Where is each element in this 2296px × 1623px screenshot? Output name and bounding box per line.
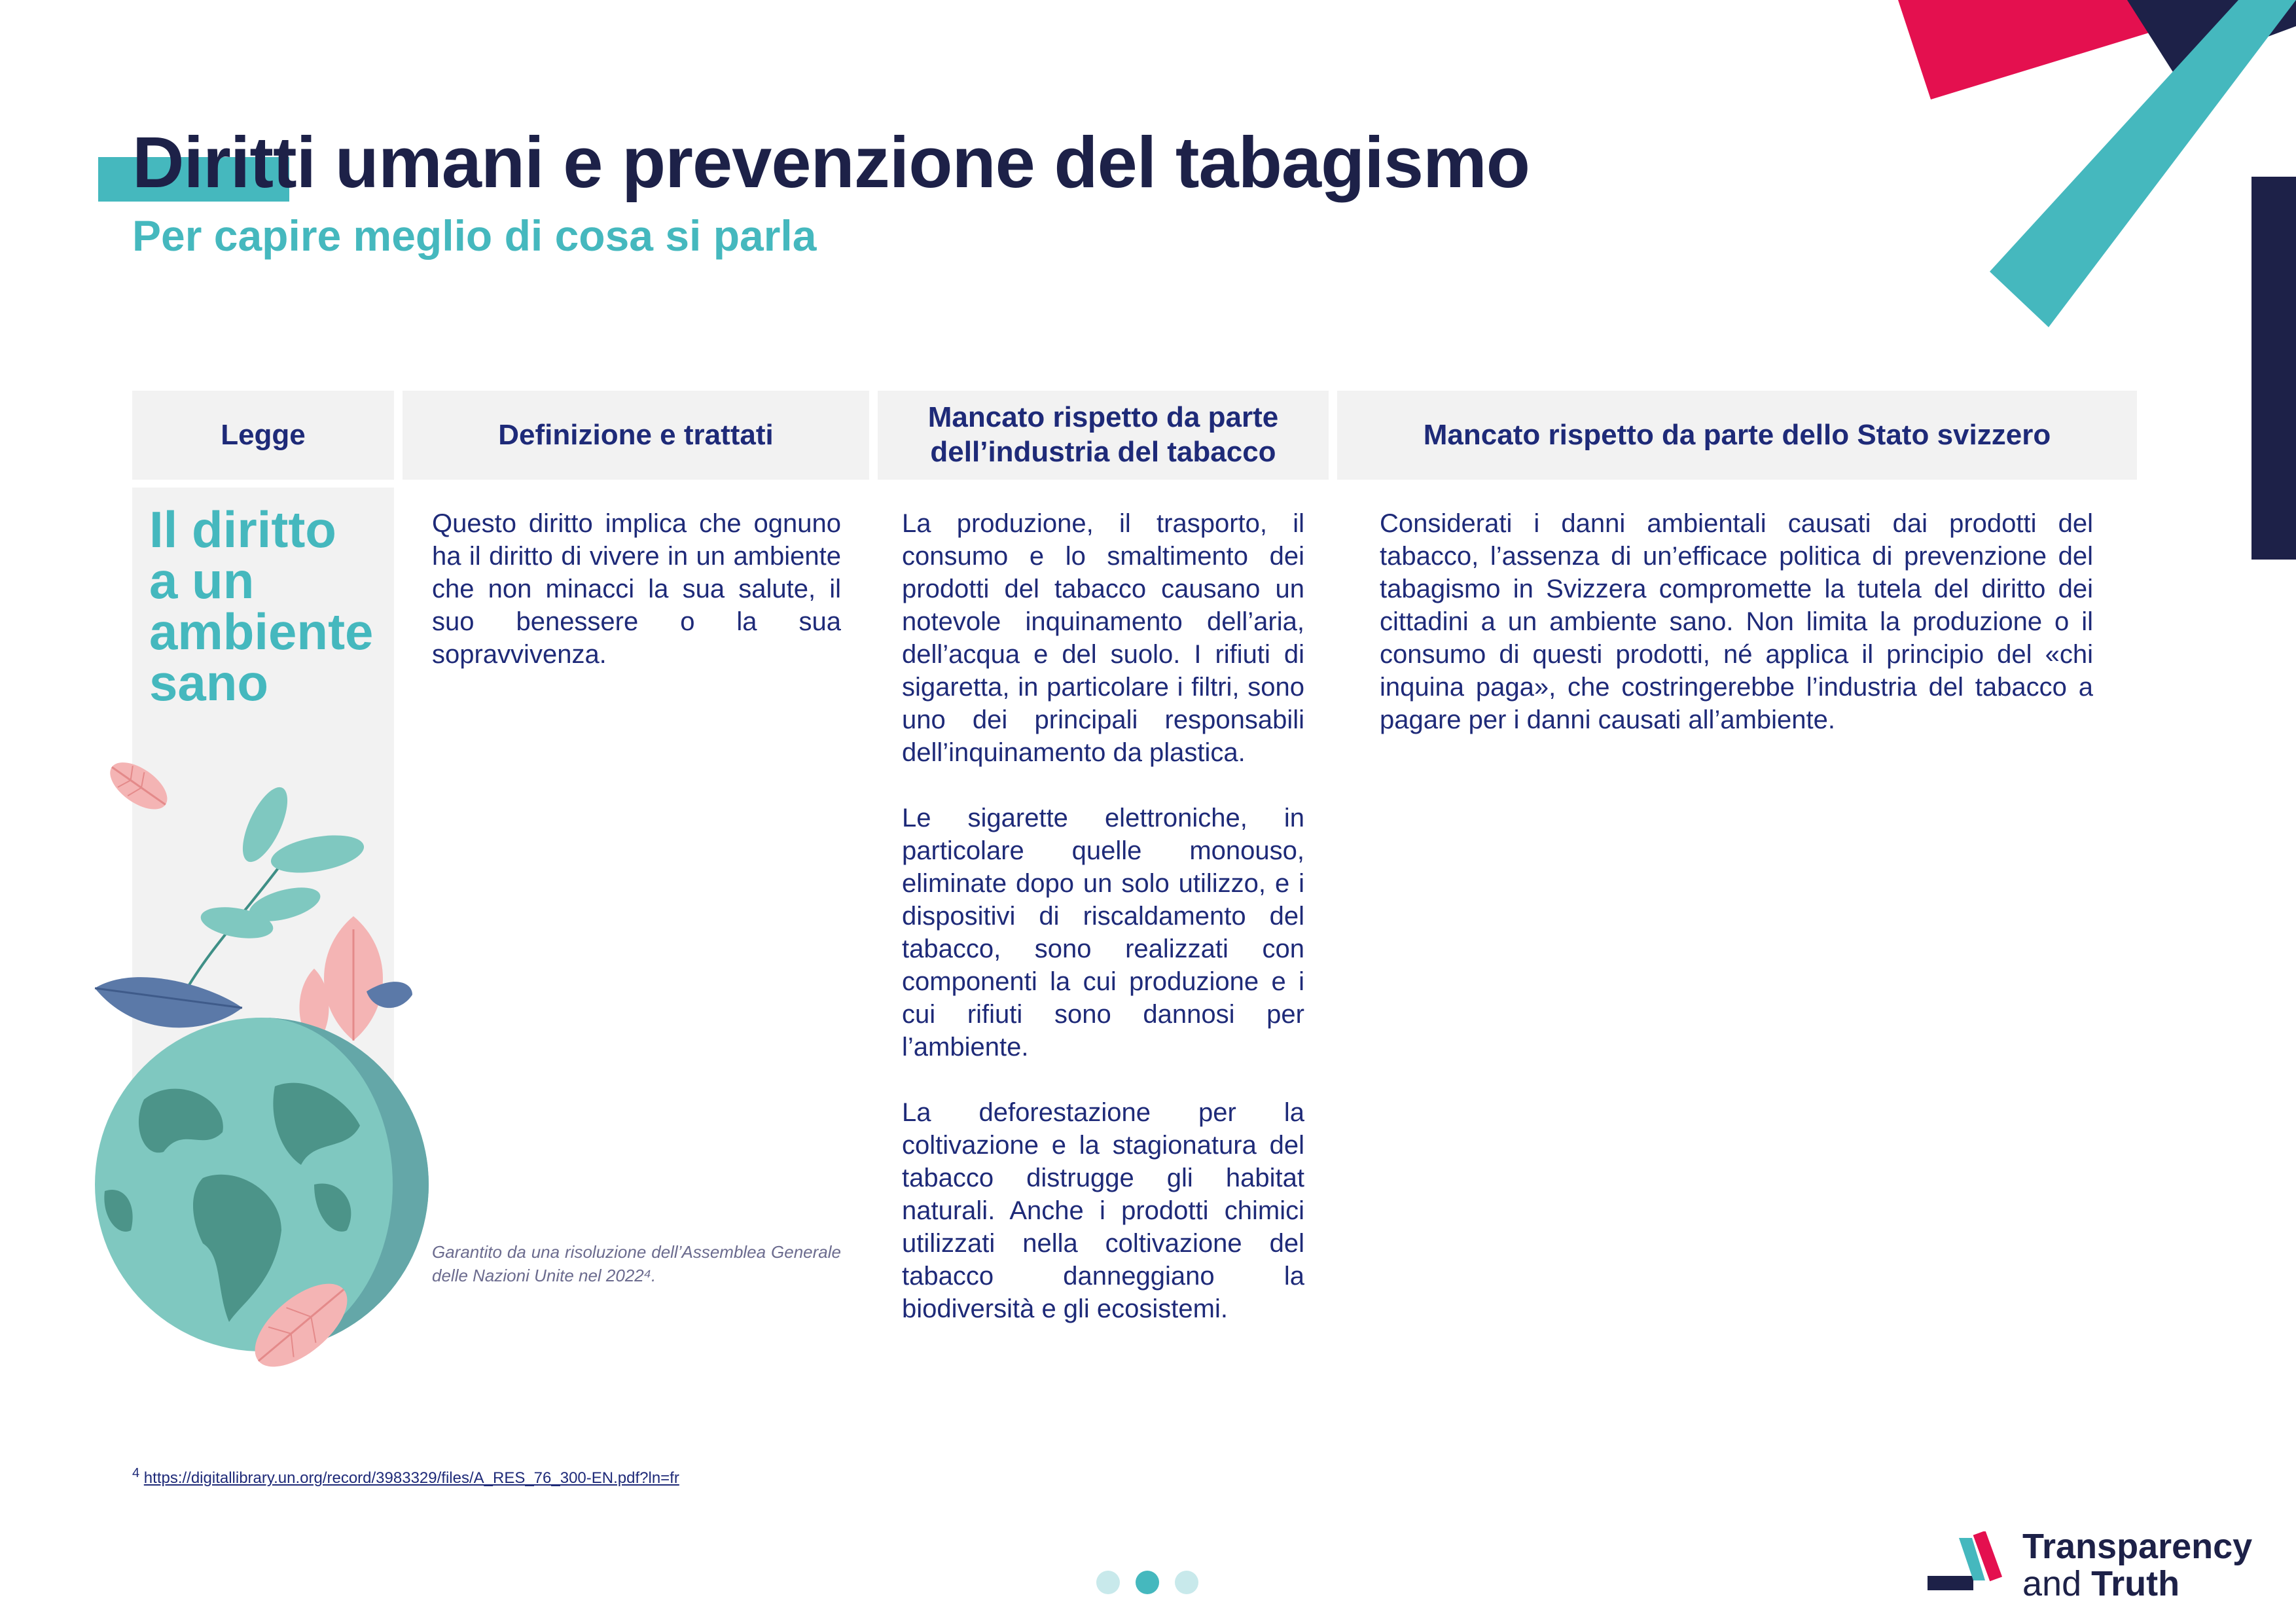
- definition-text: Questo diritto implica che ognuno ha il diritto di vivere in un ambiente che non minacci la sua salute, il suo benessere o la sua sopravvivenza.: [432, 509, 841, 669]
- pink-leaf-icon: [102, 753, 175, 819]
- header-industria-label: Mancato rispetto da parte dell’industria del tabacco: [927, 401, 1279, 468]
- footnote-number: 4: [132, 1466, 140, 1480]
- logo-text: [2022, 1528, 2252, 1602]
- definition-note: Garantito da una risoluzione dell’Assemblea Generale delle Nazioni Unite nel 2022⁴.: [432, 1242, 841, 1285]
- industry-paragraph-2: Le sigarette elettroniche, in particolare quelle monouso, eliminate dopo un solo utilizzo, e i dispositivi di riscaldamento del tabacco, sono realizzati con componenti la cui produzione e i cui rifiuti sono dannosi per l’ambiente.: [902, 804, 1304, 1061]
- logo-truth: Truth: [2091, 1563, 2180, 1603]
- industry-text: [902, 507, 1304, 1358]
- footnote: [132, 1466, 679, 1488]
- page-dot-2-active[interactable]: [1136, 1571, 1159, 1594]
- page-dot-3[interactable]: [1175, 1571, 1198, 1594]
- law-line-2: a un: [149, 552, 255, 609]
- header-stato-label: Mancato rispetto da parte dello Stato svizzero: [1423, 418, 2051, 451]
- law-name: [149, 501, 374, 711]
- header-stato: [1337, 391, 2137, 480]
- footnote-link[interactable]: https://digitallibrary.un.org/record/3983329/files/A_RES_76_300-EN.pdf?ln=fr: [143, 1469, 679, 1487]
- state-text: Considerati i danni ambientali causati dai prodotti del tabacco, l’assenza di un’efficace politica di prevenzione del tabagismo in Svizzera compromette la tutela del diritto dei cittadini a un ambiente sano. Non limita la produzione o il consumo di questi prodotti, né applica il principio del «chi inquina paga», che costringerebbe l’industria del tabacco a pagare per i danni causati all’ambiente.: [1380, 509, 2093, 734]
- logo-line-2: [2022, 1565, 2252, 1603]
- transparency-truth-logo-mark: [1928, 1531, 2016, 1597]
- industry-paragraph-3: La deforestazione per la coltivazione e la stagionatura del tabacco distrugge gli habitat naturali. Anche i prodotti chimici utilizzati nella coltivazione del tabacco danneggiano la biodiversità e gli ecosistemi.: [902, 1098, 1304, 1323]
- page-title: Diritti umani e prevenzione del tabagismo: [132, 122, 1530, 203]
- corner-decoration: [1885, 0, 2296, 340]
- logo-line-1: Transparency: [2022, 1527, 2253, 1566]
- industry-paragraph-1: La produzione, il trasporto, il consumo e lo smaltimento dei prodotti del tabacco causano un notevole inquinamento dell’aria, dell’acqua e del suolo. I rifiuti di sigaretta, in particolare i filtri, sono uno dei principali responsabili dell’inquinamento da plastica.: [902, 509, 1304, 767]
- header-definizione: [403, 391, 869, 480]
- page-dot-1[interactable]: [1096, 1571, 1120, 1594]
- law-line-4: sano: [149, 654, 269, 711]
- header-industria: [878, 391, 1329, 480]
- earth-globe-icon: [95, 1018, 429, 1351]
- header-legge-label: Legge: [221, 418, 306, 451]
- page-subtitle: Per capire meglio di cosa si parla: [132, 211, 817, 260]
- header-legge: [132, 391, 394, 480]
- header-definizione-label: Definizione e trattati: [498, 418, 774, 451]
- earth-leaves-illustration: [85, 733, 452, 1381]
- law-line-1: Il diritto: [149, 501, 336, 558]
- law-line-3: ambiente: [149, 603, 374, 660]
- side-tab-bar: [2251, 177, 2296, 560]
- logo-and: and: [2022, 1563, 2082, 1603]
